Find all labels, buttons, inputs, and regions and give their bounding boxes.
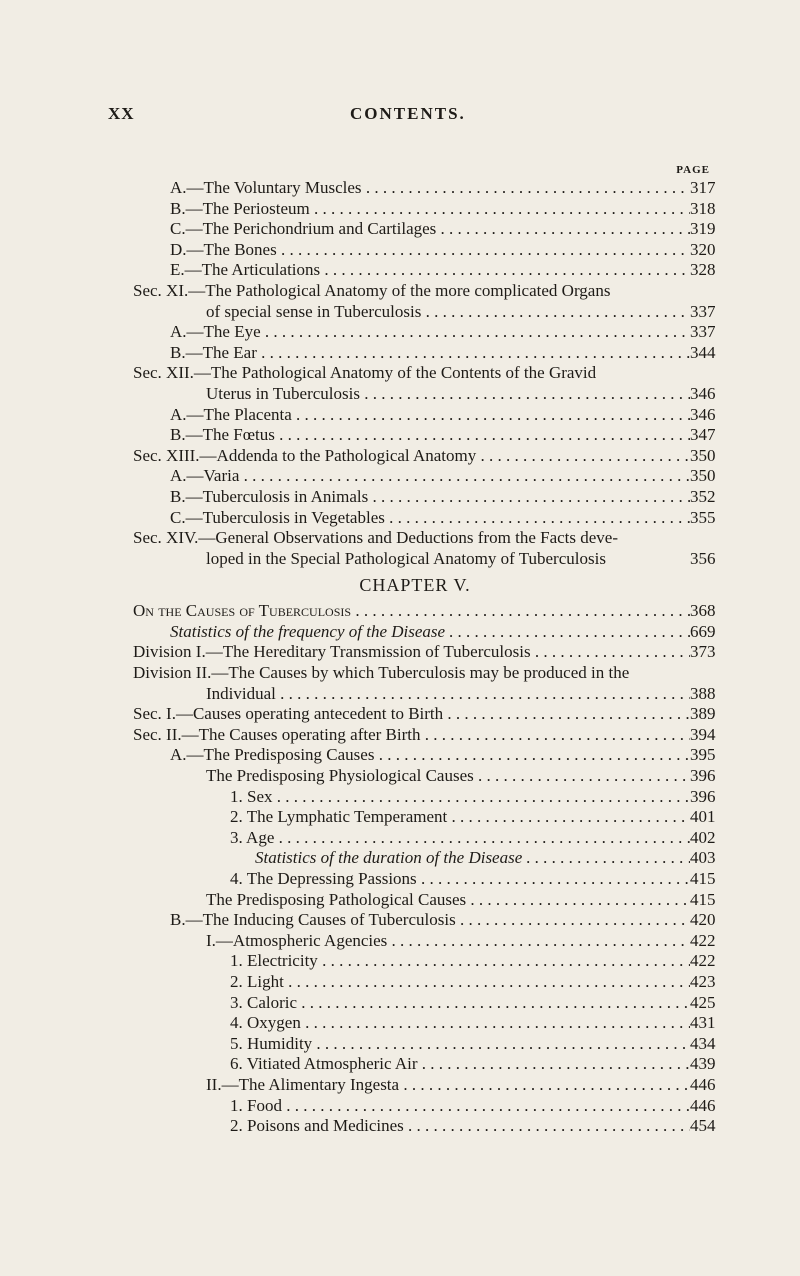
toc-entry-title: 6. Vitiated Atmospheric Air . . . (230, 1054, 690, 1075)
toc-entry (0, 363, 800, 384)
toc-entry-page: 320 (690, 239, 716, 259)
chapter-heading: CHAPTER V. (359, 575, 471, 596)
toc-entry-title: Individual . . . (206, 684, 690, 705)
toc-entry-title: The Predisposing Pathological Causes . . . (206, 890, 690, 911)
toc-entry-title: C.—The Perichondrium and Cartilages . . . (170, 219, 690, 240)
toc-entry-title: A.—Varia . . . (170, 466, 690, 487)
toc-entry-page: 337 (690, 301, 716, 321)
toc-entry-page: 446 (690, 1074, 716, 1094)
toc-entry-title: 3. Caloric . . . (230, 993, 690, 1014)
toc-entry (0, 787, 800, 808)
toc-entry-title: II.—The Alimentary Ingesta . . . (206, 1075, 690, 1096)
toc-entry-page: 337 (690, 322, 716, 342)
table-of-contents (0, 178, 800, 1137)
toc-entry-page: 446 (690, 1095, 716, 1115)
toc-entry (0, 972, 800, 993)
toc-entry-page: 319 (690, 219, 716, 239)
toc-entry-title: loped in the Special Pathological Anatomy of Tuberculosis (206, 548, 606, 568)
toc-entry-title: E.—The Articulations . . . (170, 260, 690, 281)
toc-entry-page: 356 (690, 548, 716, 568)
toc-entry (0, 343, 800, 364)
toc-entry (0, 1096, 800, 1117)
toc-entry (0, 405, 800, 426)
toc-entry-title: 2. The Lymphatic Temperament . . . (230, 807, 690, 828)
toc-entry (0, 1034, 800, 1055)
toc-entry (0, 993, 800, 1014)
toc-entry (0, 446, 800, 467)
toc-entry-page: 352 (690, 486, 716, 506)
toc-entry-title: Statistics of the duration of the Disease . . . (255, 848, 690, 869)
toc-entry-title: On the Causes of Tuberculosis . . . (133, 601, 690, 622)
page-header (0, 104, 800, 128)
toc-entry-page: 415 (690, 889, 716, 909)
toc-entry-page: 347 (690, 425, 716, 445)
toc-entry (0, 704, 800, 725)
toc-entry-title: Division II.—The Causes by which Tuberculosis may be produced in the (133, 663, 630, 683)
toc-entry-page: 423 (690, 971, 716, 991)
toc-entry-title: B.—The Ear . . . (170, 343, 690, 364)
toc-entry-title: B.—Tuberculosis in Animals . . . (170, 487, 690, 508)
toc-entry (0, 684, 800, 705)
toc-entry-title: C.—Tuberculosis in Vegetables . . . (170, 508, 690, 529)
toc-entry-title: Division I.—The Hereditary Transmission of Tuberculosis . . . (133, 642, 690, 663)
toc-entry (0, 869, 800, 890)
toc-entry (0, 199, 800, 220)
toc-entry-page: 403 (690, 848, 716, 868)
toc-entry (0, 642, 800, 663)
toc-entry-title: 3. Age . . . (230, 828, 690, 849)
toc-entry-page: 415 (690, 869, 716, 888)
toc-entry-title: Sec. II.—The Causes operating after Birth . . . (133, 725, 690, 746)
toc-entry-page: 346 (690, 404, 716, 424)
toc-entry (0, 528, 800, 549)
toc-entry-page: 368 (690, 601, 716, 621)
toc-entry-title: A.—The Voluntary Muscles . . . (170, 178, 690, 199)
toc-entry-page: 355 (690, 507, 716, 527)
toc-entry (0, 848, 800, 869)
toc-entry-page: 389 (690, 704, 716, 724)
toc-entry-page: 318 (690, 198, 716, 218)
toc-entry-title: 1. Sex . . . (230, 787, 690, 808)
toc-entry-title: Sec. XIII.—Addenda to the Pathological Anatomy . . . (133, 446, 690, 467)
toc-entry (0, 508, 800, 529)
toc-entry (0, 663, 800, 684)
toc-entry-page: 422 (690, 930, 716, 950)
toc-entry (0, 219, 800, 240)
toc-entry-page: 669 (690, 621, 716, 641)
toc-entry-page: 344 (690, 342, 716, 362)
toc-entry-title: Sec. XII.—The Pathological Anatomy of the Contents of the Gravid (133, 363, 597, 383)
toc-entry-page: 350 (690, 445, 716, 465)
toc-entry-title: of special sense in Tuberculosis . . . (206, 302, 690, 323)
toc-entry-title: 4. The Depressing Passions . . . (230, 869, 690, 890)
toc-entry (0, 425, 800, 446)
toc-entry-page: 373 (690, 642, 716, 662)
toc-entry-title: B.—The Inducing Causes of Tuberculosis . . . (170, 910, 690, 931)
toc-entry-page: 401 (690, 807, 716, 827)
toc-entry-page: 388 (690, 683, 716, 703)
toc-entry (0, 766, 800, 787)
toc-entry (0, 240, 800, 261)
toc-entry (0, 260, 800, 281)
toc-entry-title: 5. Humidity . . . (230, 1034, 690, 1055)
toc-entry-page: 346 (690, 383, 716, 403)
toc-entry-title: A.—The Predisposing Causes . . . (170, 745, 690, 766)
toc-entry (0, 601, 800, 622)
toc-entry-title: I.—Atmospheric Agencies . . . (206, 931, 690, 952)
toc-entry (0, 549, 800, 570)
toc-entry (0, 487, 800, 508)
toc-entry (0, 178, 800, 199)
toc-entry-page: 395 (690, 745, 716, 765)
toc-entry-page: 396 (690, 786, 716, 806)
toc-entry-title: Sec. XIV.—General Observations and Deductions from the Facts deve- (133, 528, 618, 548)
toc-entry-page: 396 (690, 766, 716, 786)
toc-entry-title: Statistics of the frequency of the Disease . . . (170, 622, 690, 643)
toc-entry-page: 317 (690, 178, 716, 197)
toc-entry-title: 4. Oxygen . . . (230, 1013, 690, 1034)
toc-entry (0, 828, 800, 849)
toc-entry-page: 425 (690, 992, 716, 1012)
toc-entry (0, 910, 800, 931)
toc-entry-page: 402 (690, 827, 716, 847)
toc-entry-page: 350 (690, 466, 716, 486)
toc-entry-title: Sec. I.—Causes operating antecedent to Birth . . . (133, 704, 690, 725)
toc-entry (0, 807, 800, 828)
toc-entry (0, 622, 800, 643)
toc-entry (0, 302, 800, 323)
toc-entry-page: 431 (690, 1013, 716, 1033)
toc-entry-page: 394 (690, 724, 716, 744)
toc-entry-title: 1. Food . . . (230, 1096, 690, 1117)
toc-entry (0, 1116, 800, 1137)
toc-entry-title: A.—The Placenta . . . (170, 405, 690, 426)
toc-entry-title: B.—The Fœtus . . . (170, 425, 690, 446)
toc-entry-title: B.—The Periosteum . . . (170, 199, 690, 220)
toc-section-top (0, 178, 800, 569)
toc-entry (0, 466, 800, 487)
toc-entry (0, 745, 800, 766)
toc-entry-title: Uterus in Tuberculosis . . . (206, 384, 690, 405)
toc-entry (0, 951, 800, 972)
toc-entry-title: The Predisposing Physiological Causes . . . (206, 766, 690, 787)
toc-entry (0, 322, 800, 343)
toc-section-bottom (0, 601, 800, 1136)
toc-entry (0, 1013, 800, 1034)
toc-entry-title: 2. Light . . . (230, 972, 690, 993)
toc-entry-title: D.—The Bones . . . (170, 240, 690, 261)
toc-entry-page: 328 (690, 260, 716, 280)
page-folio: XX (108, 104, 135, 123)
toc-entry-title: A.—The Eye . . . (170, 322, 690, 343)
toc-entry (0, 1075, 800, 1096)
running-title: CONTENTS. (350, 104, 466, 123)
toc-entry (0, 281, 800, 302)
toc-entry (0, 931, 800, 952)
toc-entry-page: 439 (690, 1054, 716, 1074)
toc-entry-title: 2. Poisons and Medicines . . . (230, 1116, 690, 1137)
toc-entry-title: 1. Electricity . . . (230, 951, 690, 972)
toc-entry (0, 1054, 800, 1075)
toc-entry (0, 890, 800, 911)
toc-entry (0, 725, 800, 746)
toc-entry-page: 422 (690, 951, 716, 971)
toc-entry-page: 434 (690, 1033, 716, 1053)
toc-entry-page: 420 (690, 910, 716, 930)
toc-entry (0, 384, 800, 405)
toc-entry-title: Sec. XI.—The Pathological Anatomy of the more complicated Organs (133, 280, 611, 300)
page-column-label: PAGE (676, 164, 710, 176)
toc-entry-page: 454 (690, 1116, 716, 1136)
